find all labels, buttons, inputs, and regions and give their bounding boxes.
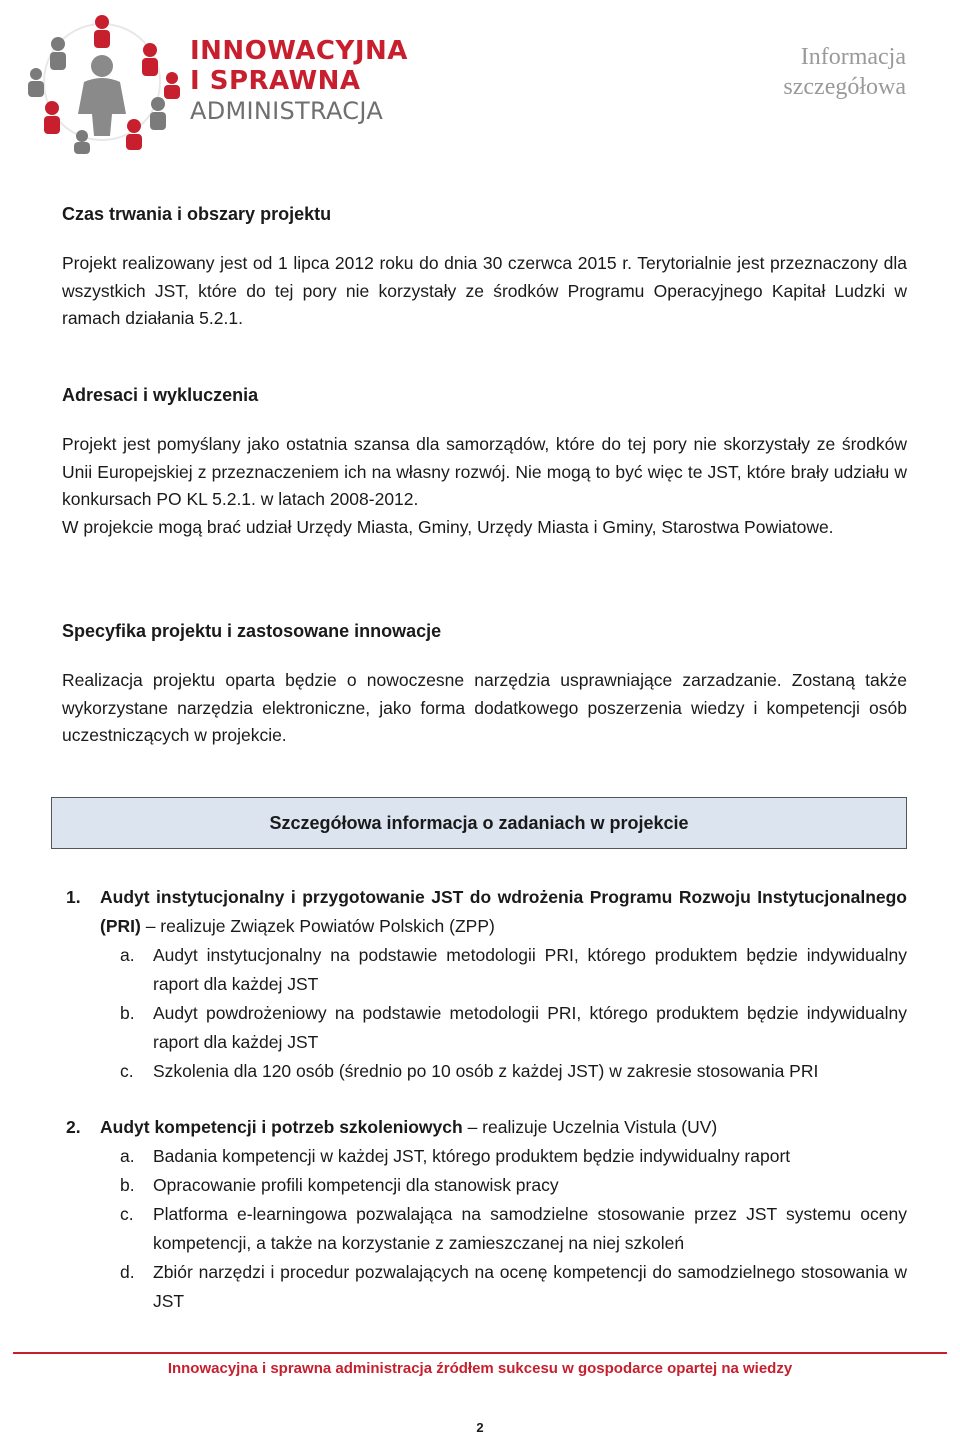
list-item — [62, 941, 907, 999]
logo-line-2: I SPRAWNA — [190, 66, 361, 96]
footer-divider — [13, 1352, 947, 1354]
footer-slogan: Innowacyjna i sprawna administracja źródłem sukcesu w gospodarce opartej na wiedzy — [167, 1360, 793, 1377]
list-item-text: Badania kompetencji w każdej JST, którego produktem będzie indywidualny raport — [153, 1146, 791, 1166]
list-item-letter: a. — [120, 945, 135, 965]
task-1 — [62, 883, 907, 1086]
logo-line-1: INNOWACYJNA — [190, 36, 408, 66]
list-item-text: Szkolenia dla 120 osób (średnio po 10 osób z każdej JST) w zakresie stosowania PRI — [153, 1061, 819, 1081]
list-item-text: Opracowanie profili kompetencji dla stanowisk pracy — [153, 1175, 559, 1195]
section-recipients — [62, 383, 907, 541]
task-title: Audyt instytucjonalny i przygotowanie JST do wdrożenia Programu Rozwoju Instytucjonalnego (PRI) — [100, 887, 907, 936]
list-item-letter: a. — [120, 1146, 135, 1166]
task-2 — [62, 1113, 907, 1316]
list-item — [62, 1057, 907, 1086]
task-title: Audyt kompetencji i potrzeb szkoleniowych — [100, 1117, 463, 1137]
list-item — [62, 1258, 907, 1316]
section-paragraph: Projekt jest pomyślany jako ostatnia szansa dla samorządów, które do tej pory nie skorzystały ze środków Unii Europejskiej z przeznaczeniem ich na własny rozwój. Nie mogą to być więc te JST, które brały udziału w konkursach PO KL 5.2.1. w latach 2008-2012. — [62, 434, 907, 509]
list-item-letter: b. — [120, 1175, 135, 1195]
document-type-label: Informacja szczegółowa — [783, 44, 906, 100]
section-duration — [62, 202, 907, 333]
list-item-letter: d. — [120, 1262, 135, 1282]
section-heading: Adresaci i wykluczenia — [62, 385, 259, 405]
logo-wordmark — [190, 38, 408, 123]
list-item-text: Zbiór narzędzi i procedur pozwalających na ocenę kompetencji do samodzielnego stosowania w JST — [153, 1262, 907, 1311]
section-paragraph: Realizacja projektu oparta będzie o nowoczesne narzędzia usprawniające zarzadzanie. Zostaną także wykorzystane narzędzia elektroniczne, jako forma dodatkowego poszerzenia wiedzy i kompetencji osób uczestniczących w projekcie. — [62, 670, 907, 745]
list-item-text: Platforma e-learningowa pozwalająca na samodzielne stosowanie przez JST systemu oceny kompetencji, a także na korzystanie z zamieszczanej na niej szkoleń — [153, 1204, 907, 1253]
logo-figures-icon — [22, 8, 182, 156]
task-contractor: – realizuje Uczelnia Vistula (UV) — [462, 1117, 718, 1137]
tasks-title-box — [51, 797, 907, 849]
section-innovations — [62, 619, 907, 750]
section-heading: Czas trwania i obszary projektu — [62, 204, 332, 224]
list-item-letter: c. — [120, 1061, 134, 1081]
list-item — [62, 1200, 907, 1258]
list-item — [62, 999, 907, 1057]
list-item-letter: b. — [120, 1003, 135, 1023]
tasks-title: Szczegółowa informacja o zadaniach w projekcie — [269, 812, 689, 833]
section-paragraph: W projekcie mogą brać udział Urzędy Miasta, Gminy, Urzędy Miasta i Gminy, Starostwa Powiatowe. — [62, 516, 834, 537]
task-number: 2. — [66, 1117, 81, 1137]
section-heading: Specyfika projektu i zastosowane innowacje — [62, 621, 442, 641]
section-paragraph: Projekt realizowany jest od 1 lipca 2012 roku do dnia 30 czerwca 2015 r. Terytorialnie jest przeznaczony dla wszystkich JST, które do tej pory nie korzystały ze środków Programu Operacyjnego Kapitał Ludzki w ramach działania 5.2.1. — [62, 253, 907, 328]
page-number: 2 — [476, 1420, 484, 1435]
list-item-text: Audyt powdrożeniowy na podstawie metodologii PRI, którego produktem będzie indywidualny raport dla każdej JST — [153, 1003, 907, 1052]
task-contractor: – realizuje Związek Powiatów Polskich (ZPP) — [140, 916, 495, 936]
list-item — [62, 1171, 907, 1200]
task-heading — [62, 1113, 907, 1142]
task-heading — [62, 883, 907, 941]
list-item-letter: c. — [120, 1204, 134, 1224]
logo — [22, 8, 408, 156]
list-item — [62, 1142, 907, 1171]
logo-line-3: ADMINISTRACJA — [190, 97, 384, 125]
task-number: 1. — [66, 887, 81, 907]
list-item-text: Audyt instytucjonalny na podstawie metodologii PRI, którego produktem będzie indywidualny raport dla każdej JST — [153, 945, 907, 994]
